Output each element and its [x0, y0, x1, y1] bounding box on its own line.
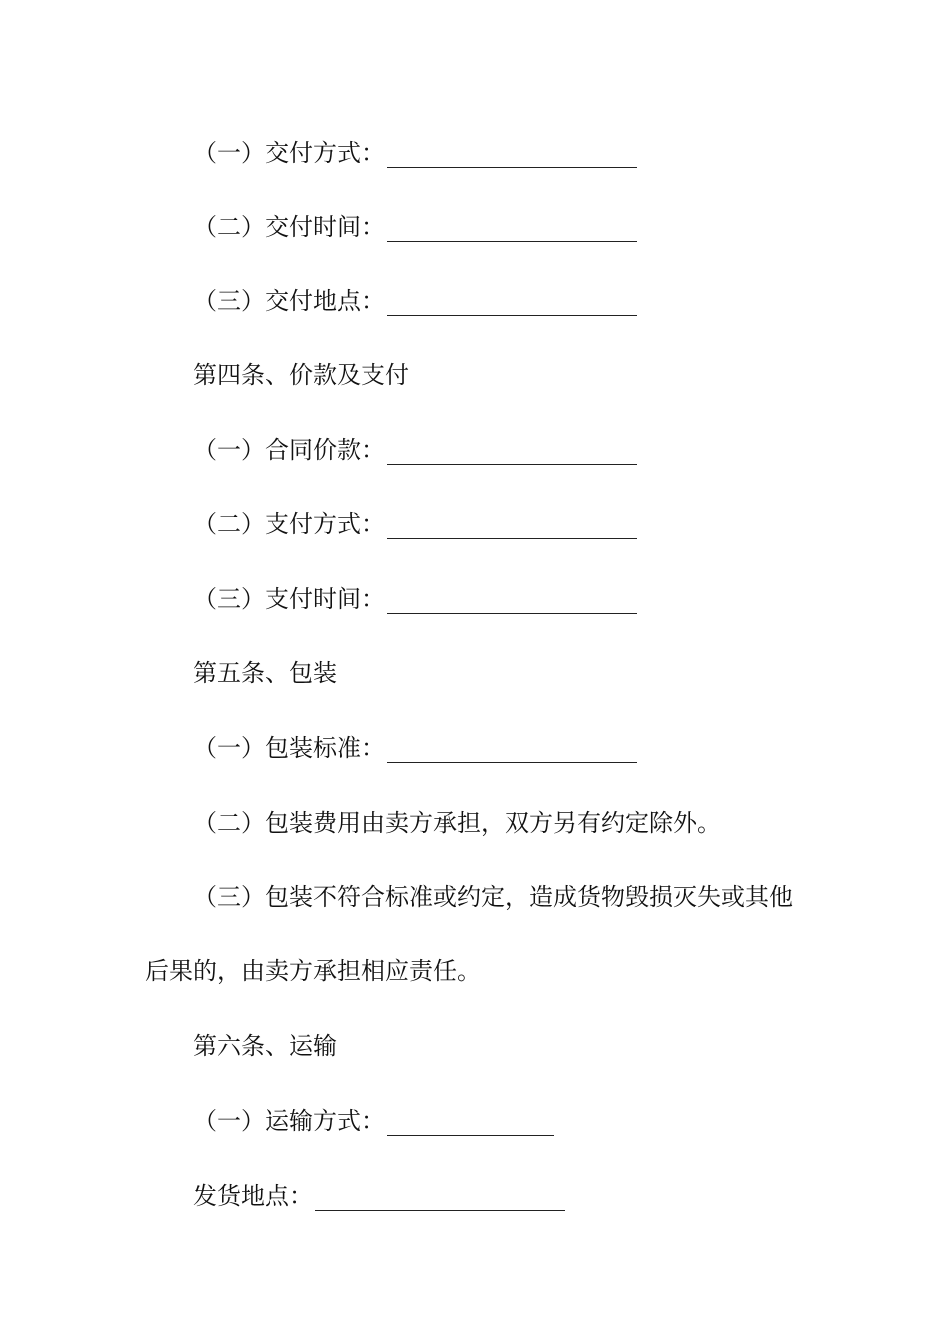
payment-method-label: （二）支付方式： [193, 510, 385, 538]
payment-time-blank[interactable] [387, 589, 637, 614]
payment-method-line [193, 509, 637, 539]
payment-time-line [193, 584, 637, 614]
delivery-time-blank[interactable] [387, 217, 637, 242]
packaging-liability-line-2 [145, 956, 481, 986]
packaging-standard-line [193, 733, 637, 763]
delivery-place-blank[interactable] [387, 291, 637, 316]
ship-from-label: 发货地点： [193, 1182, 313, 1210]
article6-heading [193, 1031, 337, 1061]
packaging-liability-line-1 [193, 882, 793, 912]
packaging-standard-label: （一）包装标准： [193, 734, 385, 762]
packaging-standard-blank[interactable] [387, 738, 637, 763]
delivery-method-line [193, 138, 637, 168]
delivery-method-blank[interactable] [387, 143, 637, 168]
article5-heading [193, 658, 337, 688]
transport-method-label: （一）运输方式： [193, 1107, 385, 1135]
article6-title: 第六条、运输 [193, 1032, 337, 1060]
transport-method-line [193, 1106, 554, 1136]
packaging-liability-text-2: 后果的，由卖方承担相应责任。 [145, 957, 481, 985]
delivery-place-label: （三）交付地点： [193, 287, 385, 315]
article4-title: 第四条、价款及支付 [193, 361, 409, 389]
payment-time-label: （三）支付时间： [193, 585, 385, 613]
ship-from-blank[interactable] [315, 1186, 565, 1211]
delivery-place-line [193, 286, 637, 316]
packaging-liability-text-1: （三）包装不符合标准或约定，造成货物毁损灭失或其他 [193, 883, 793, 911]
delivery-time-label: （二）交付时间： [193, 213, 385, 241]
payment-method-blank[interactable] [387, 514, 637, 539]
article5-title: 第五条、包装 [193, 659, 337, 687]
contract-price-blank[interactable] [387, 440, 637, 465]
packaging-cost-line [193, 808, 721, 838]
delivery-time-line [193, 212, 637, 242]
contract-price-line [193, 435, 637, 465]
contract-price-label: （一）合同价款： [193, 436, 385, 464]
transport-method-blank[interactable] [387, 1111, 554, 1136]
delivery-method-label: （一）交付方式： [193, 139, 385, 167]
ship-from-line [193, 1181, 565, 1211]
article4-heading [193, 360, 409, 390]
packaging-cost-text: （二）包装费用由卖方承担，双方另有约定除外。 [193, 809, 721, 837]
